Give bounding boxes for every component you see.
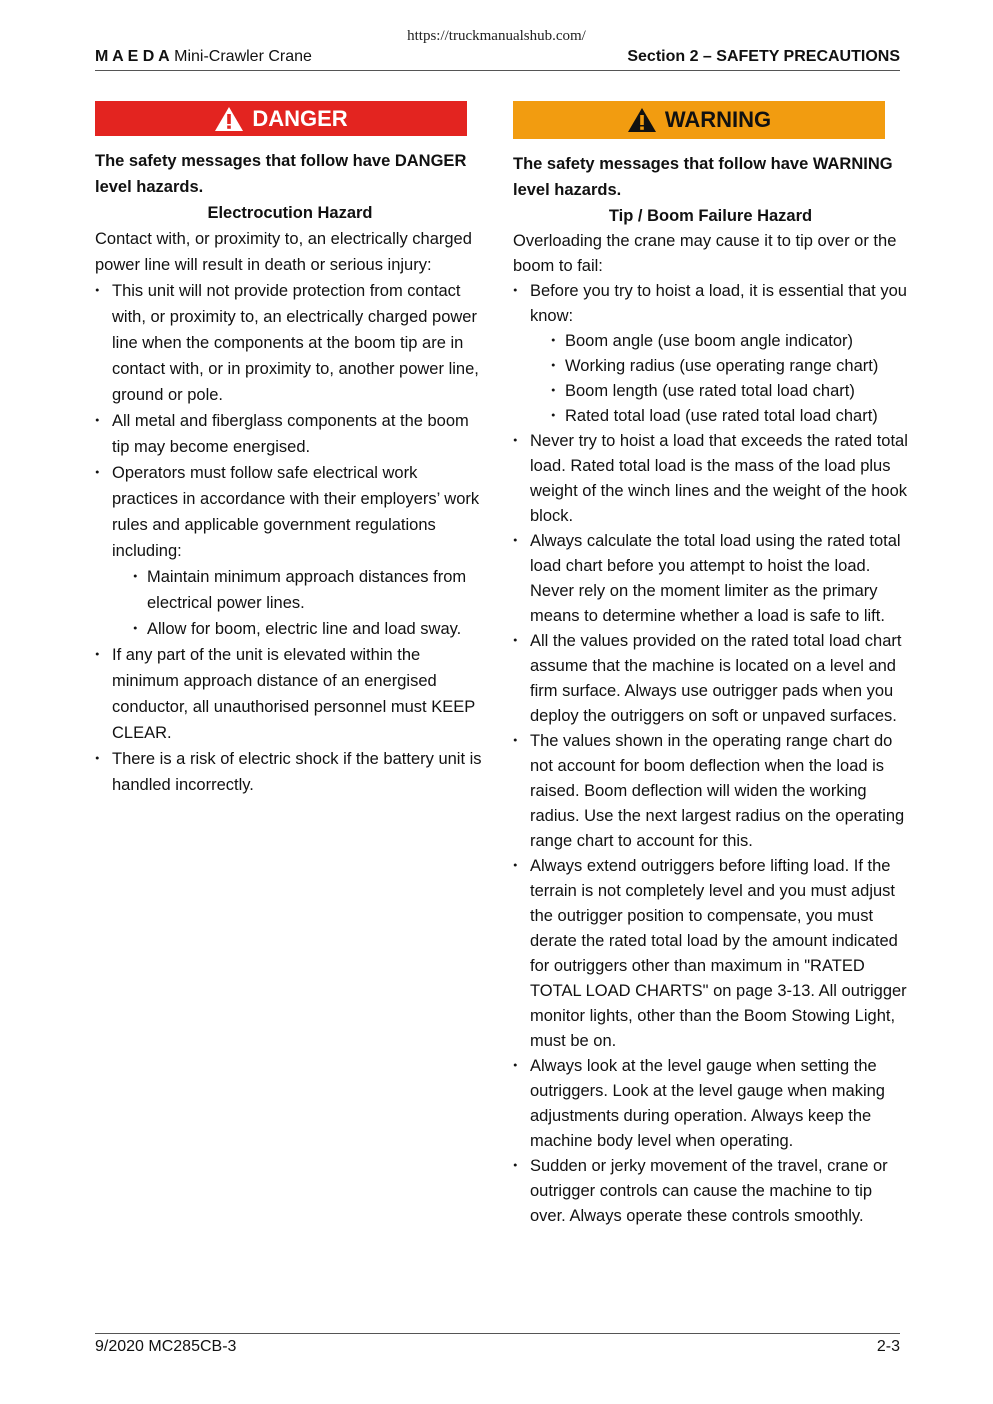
page-footer [95, 1333, 900, 1355]
warning-label: WARNING [664, 107, 772, 132]
warning-column [513, 101, 908, 1229]
list-item: ・ Sudden or jerky movement of the travel, crane or outrigger controls can cause the machine to tip over. Always operate these controls smoothly. [513, 1154, 908, 1229]
list-item: ・ Always calculate the total load using the rated total load chart before you attempt to hoist the load. Never rely on the moment limiter as the primary means to determine whether a load is safe to lift. [513, 529, 908, 629]
list-item [95, 460, 485, 642]
section-title: Section 2 – SAFETY PRECAUTIONS [627, 48, 900, 65]
page-header [95, 48, 900, 71]
list-item: ・ There is a risk of electric shock if the battery unit is handled incorrectly. [95, 746, 485, 798]
list-item: ・ All metal and fiberglass components at the boom tip may become energised. [95, 408, 485, 460]
list-item [513, 279, 908, 429]
warning-hazard-title: Tip / Boom Failure Hazard [608, 207, 813, 225]
footer-date-model: 9/2020 MC285CB-3 [95, 1338, 237, 1355]
sub-list-item: ・ Maintain minimum approach distances from electrical power lines. [147, 564, 485, 616]
list-item-text: Before you try to hoist a load, it is essential that you know: [530, 282, 907, 325]
danger-hazard-title: Electrocution Hazard [207, 204, 373, 222]
danger-sub-list [112, 564, 485, 642]
warning-sub-list [530, 329, 908, 429]
sub-list-item: ・ Allow for boom, electric line and load sway. [147, 616, 485, 642]
danger-label: DANGER [252, 105, 348, 131]
list-item: ・ All the values provided on the rated total load chart assume that the machine is located on a level and firm surface. Always use outrigger pads when you deploy the outriggers on soft or unpaved surfaces. [513, 629, 908, 729]
danger-intro: The safety messages that follow have DANGER level hazards. [95, 152, 467, 196]
danger-column [95, 101, 485, 798]
danger-bullet-list [95, 278, 485, 798]
warning-triangle-icon [627, 107, 657, 133]
warning-intro: The safety messages that follow have WARNING level hazards. [513, 155, 893, 199]
danger-banner [95, 101, 467, 136]
sub-list-item: ・ Boom length (use rated total load chart) [565, 379, 908, 404]
product-name: Mini-Crawler Crane [169, 48, 312, 65]
list-item: ・ This unit will not provide protection from contact with, or proximity to, an electrically charged power line when the components at the boom tip are in contact with, or in proximity to, another power line, ground or pole. [95, 278, 485, 408]
list-item: ・ Never try to hoist a load that exceeds the rated total load. Rated total load is the mass of the load plus weight of the winch lines and the weight of the hook block. [513, 429, 908, 529]
warning-triangle-icon [214, 106, 244, 132]
list-item: ・ If any part of the unit is elevated within the minimum approach distance of an energised conductor, all unauthorised personnel must KEEP CLEAR. [95, 642, 485, 746]
page-number: 2-3 [876, 1338, 900, 1355]
warning-bullet-list [513, 279, 908, 1229]
header-left [95, 48, 312, 66]
sub-list-item: ・ Boom angle (use boom angle indicator) [565, 329, 908, 354]
sub-list-item: ・ Rated total load (use rated total load chart) [565, 404, 908, 429]
brand-name: M A E D A [95, 48, 170, 65]
list-item: ・ Always extend outriggers before lifting load. If the terrain is not completely level and you must adjust the outrigger position to compensate, you must derate the rated total load by the amount indicated for outriggers other than maximum in "RATED TOTAL LOAD CHARTS" on page 3-13. All outrigger monitor lights, other than the Boom Stowing Light, must be on. [513, 854, 908, 1054]
source-url: https://truckmanualshub.com/ [407, 28, 586, 44]
danger-lead: Contact with, or proximity to, an electrically charged power line will result in death or serious injury: [95, 230, 472, 274]
warning-lead: Overloading the crane may cause it to tip over or the boom to fail: [513, 232, 897, 275]
list-item: ・ The values shown in the operating range chart do not account for boom deflection when the load is raised. Boom deflection will widen the working radius. Use the next largest radius on the operating range chart to account for this. [513, 729, 908, 854]
sub-list-item: ・ Working radius (use operating range chart) [565, 354, 908, 379]
warning-banner [513, 101, 885, 139]
list-item-text: Operators must follow safe electrical work practices in accordance with their employers’ work rules and applicable government regulations including: [112, 464, 480, 560]
list-item: ・ Always look at the level gauge when setting the outriggers. Look at the level gauge when making adjustments during operation. Always keep the machine body level when operating. [513, 1054, 908, 1154]
